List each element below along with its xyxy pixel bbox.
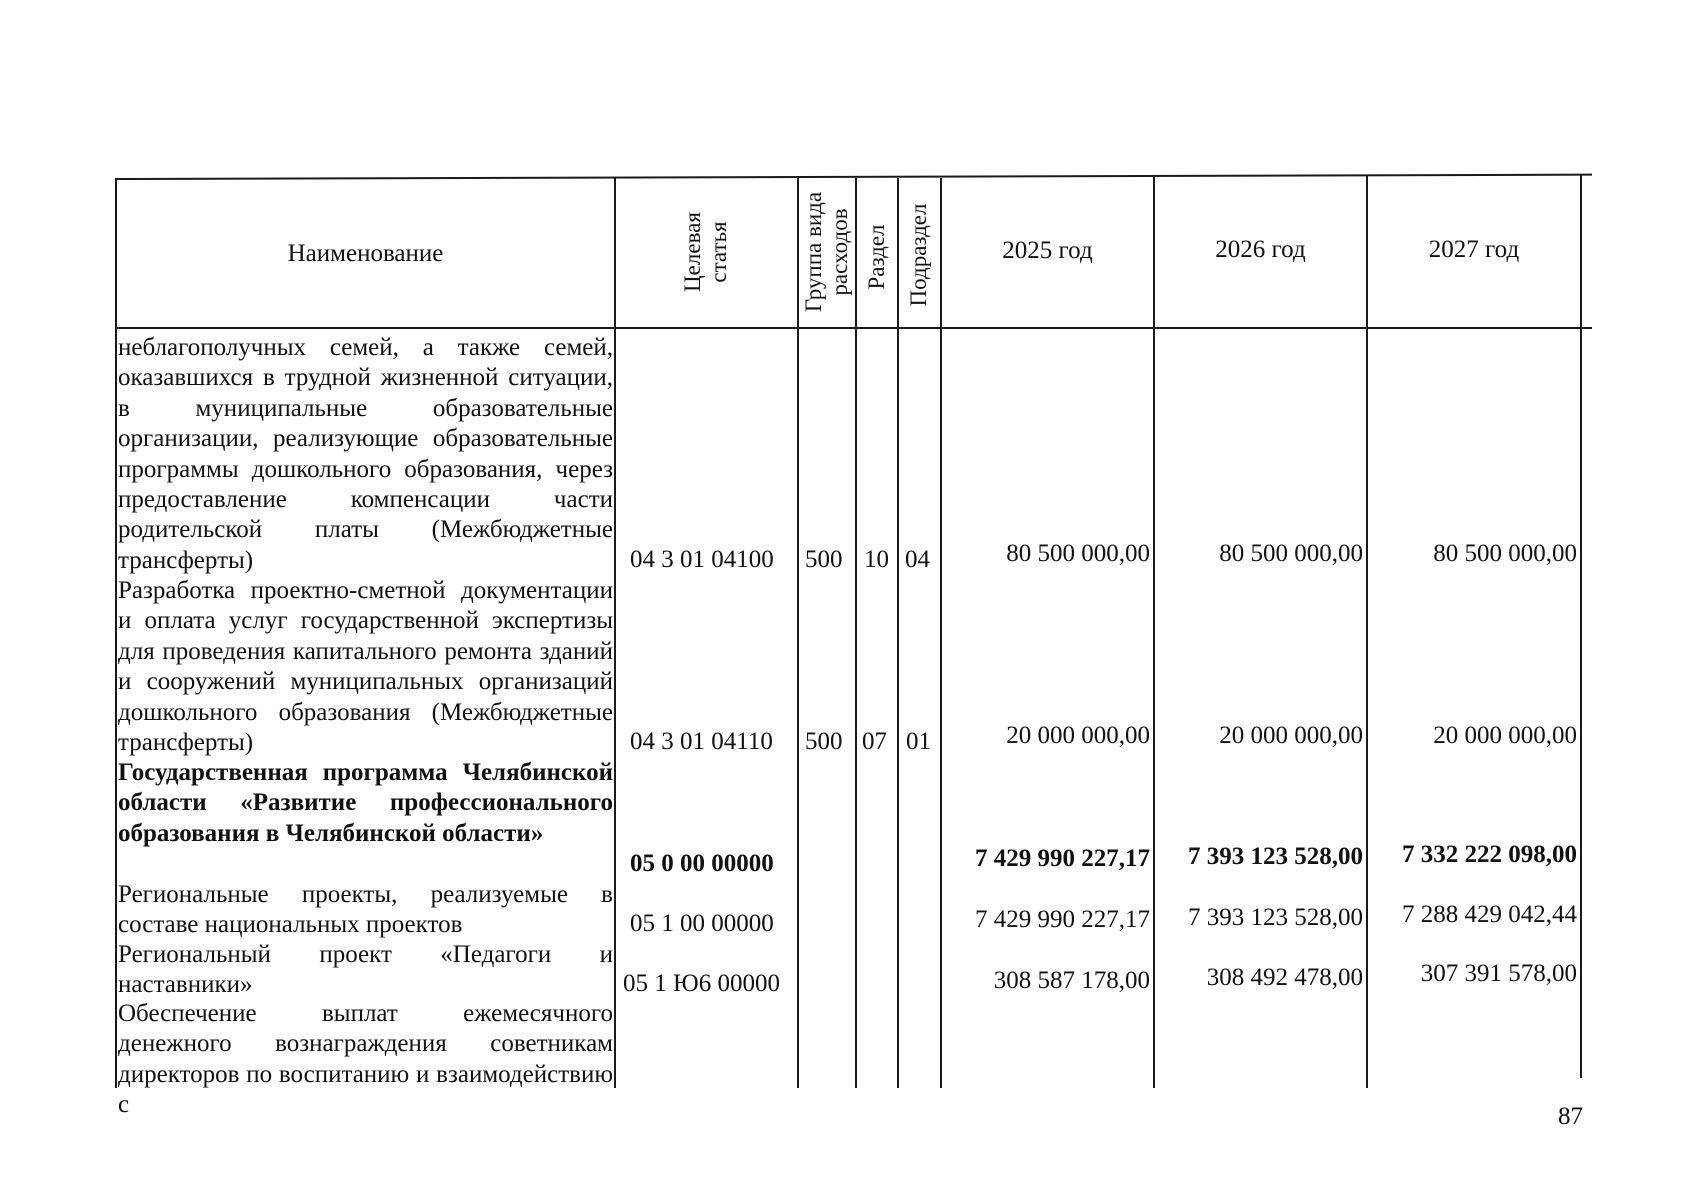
row-target: 04 3 01 04110	[630, 728, 773, 755]
row-value-2025: 7 429 990 227,17	[975, 845, 1150, 872]
row-name: Региональный проект «Педагоги и наставники»	[118, 941, 613, 999]
table-left-border	[115, 178, 117, 1088]
row-subsection: 04	[905, 546, 930, 573]
header-2026: 2026 год	[1215, 236, 1306, 263]
header-section: Раздел	[864, 224, 889, 290]
row-section: 07	[862, 728, 887, 755]
header-subsection: Подраздел	[906, 203, 931, 307]
row-subsection: 01	[906, 728, 931, 755]
row-value-2026: 7 393 123 528,00	[1188, 843, 1363, 870]
table-header-bottom-border	[115, 327, 1592, 329]
header-2025: 2025 год	[1002, 237, 1093, 264]
row-name: Региональные проекты, реализуемые в составе национальных проектов	[118, 881, 613, 939]
row-value-2025: 7 429 990 227,17	[975, 906, 1150, 933]
page-number: 87	[1558, 1103, 1583, 1130]
row-value-2027: 80 500 000,00	[1433, 540, 1577, 567]
row-expense-group: 500	[805, 728, 843, 755]
col-divider-target	[797, 178, 799, 1088]
row-value-2026: 20 000 000,00	[1219, 722, 1363, 749]
row-value-2027: 307 391 578,00	[1420, 960, 1577, 987]
row-value-2026: 80 500 000,00	[1219, 540, 1363, 567]
header-2027: 2027 год	[1428, 236, 1520, 263]
row-target: 05 1 00 00000	[630, 910, 774, 937]
col-divider-subsection	[940, 178, 942, 1088]
row-name: Обеспечение выплат ежемесячного денежного вознаграждения советникам директоров по воспитанию и взаимодействию с	[118, 1000, 613, 1119]
row-name: Разработка проектно-сметной документации и оплата услуг государственной экспертизы для проведения капитального ремонта зданий и сооружений муниципальных организаций дошкольного образования (Межбюджетные трансферты)	[118, 577, 613, 757]
row-value-2025: 80 500 000,00	[1006, 540, 1150, 567]
col-divider-name	[614, 178, 616, 1088]
row-expense-group: 500	[805, 546, 843, 573]
row-value-2025: 20 000 000,00	[1006, 722, 1150, 749]
row-value-2025: 308 587 178,00	[993, 967, 1150, 994]
header-target: Целевая статья	[680, 212, 731, 292]
row-value-2027: 20 000 000,00	[1433, 722, 1577, 749]
row-value-2027: 7 288 429 042,44	[1402, 901, 1577, 928]
row-name: Государственная программа Челябинской области «Развитие профессионального образования в Челябинской области»	[118, 759, 613, 847]
row-target: 04 3 01 04100	[630, 546, 774, 573]
col-divider-2025	[1153, 176, 1155, 1088]
col-divider-group	[855, 178, 857, 1088]
row-name: неблагополучных семей, а также семей, оказавшихся в трудной жизненной ситуации, в муниципальные образовательные организации, реализующие образовательные программы дошкольного образования, через предоставление компенсации части родительской платы (Межбюджетные трансферты)	[118, 334, 613, 574]
col-divider-section	[897, 178, 899, 1088]
table-top-border	[115, 174, 1592, 180]
table-right-border	[1580, 174, 1582, 1078]
header-name: Наименование	[287, 240, 444, 267]
row-value-2026: 7 393 123 528,00	[1188, 904, 1363, 931]
row-target: 05 1 Ю6 00000	[623, 970, 780, 997]
col-divider-2026	[1366, 175, 1368, 1088]
row-section: 10	[864, 546, 889, 573]
row-value-2026: 308 492 478,00	[1206, 964, 1363, 991]
row-target: 05 0 00 00000	[630, 850, 774, 877]
row-value-2027: 7 332 222 098,00	[1402, 841, 1577, 868]
header-expense-group: Группа вида расходов	[801, 191, 852, 313]
